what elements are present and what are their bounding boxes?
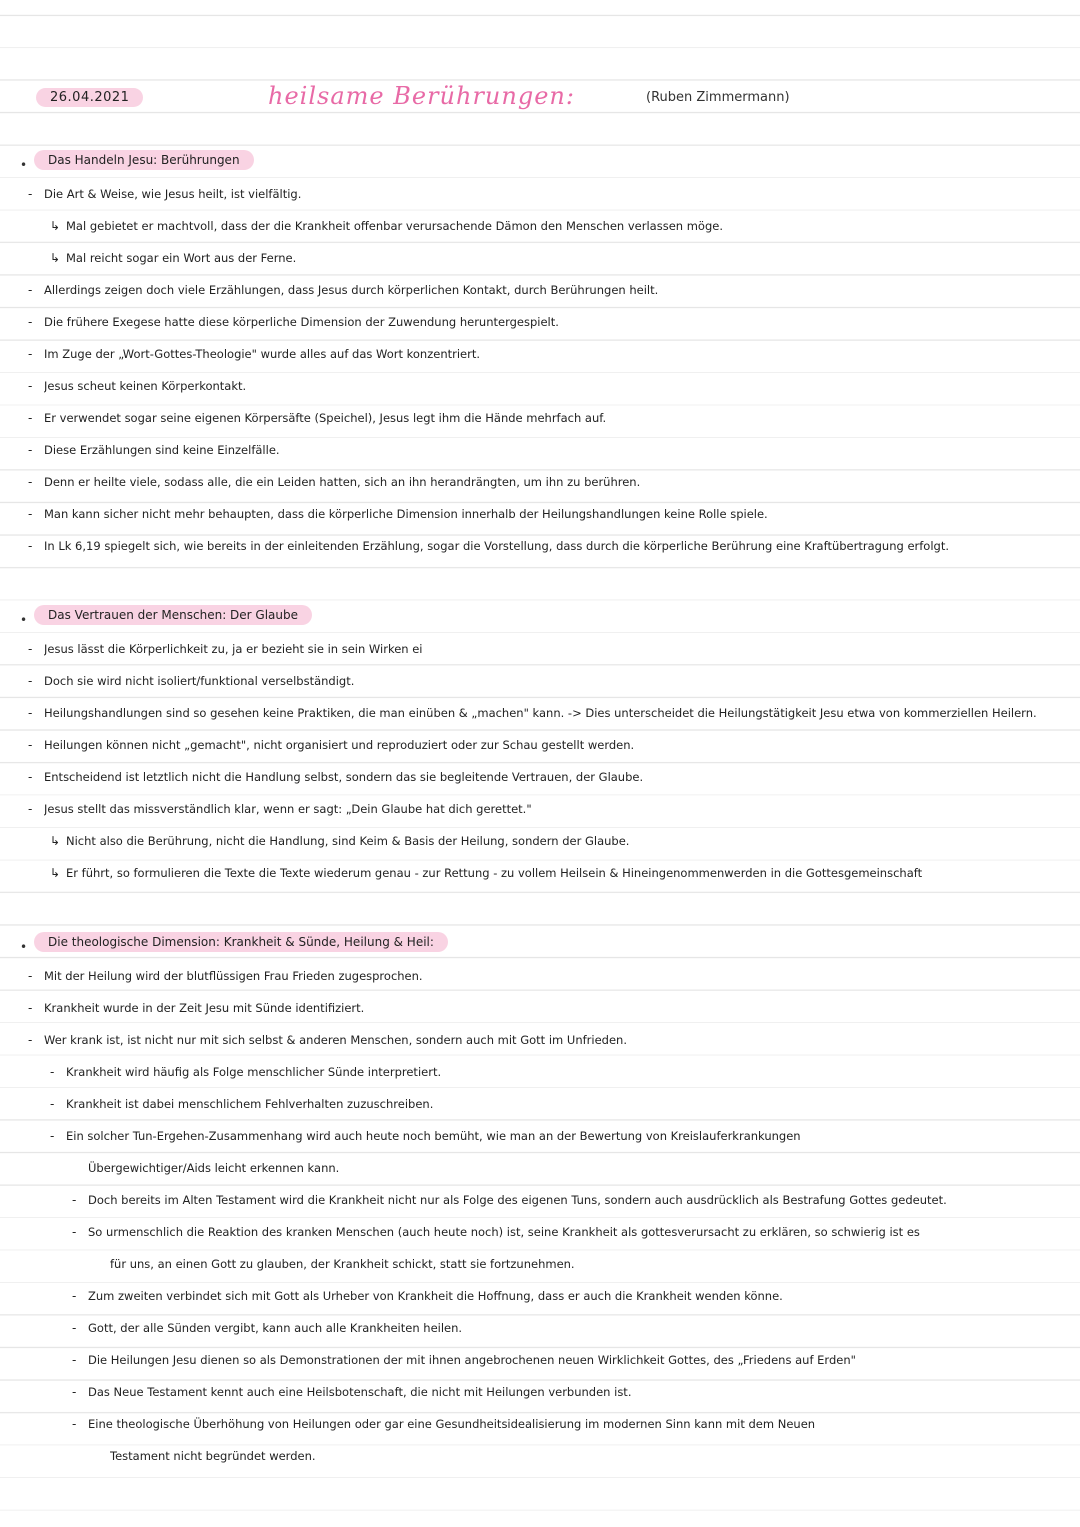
dash-marker: -: [28, 475, 33, 489]
dash-marker: -: [28, 770, 33, 784]
note-line: [0, 1216, 1080, 1248]
dash-marker: -: [28, 315, 33, 329]
dash-marker: -: [28, 1033, 33, 1047]
dash-marker: -: [28, 347, 33, 361]
note-text: Das Neue Testament kennt auch eine Heilsbotenschaft, die nicht mit Heilungen verbunden ist.: [88, 1385, 632, 1399]
note-line: [0, 1376, 1080, 1408]
note-line: [0, 306, 1080, 338]
dash-marker: -: [28, 738, 33, 752]
dash-marker: -: [28, 187, 33, 201]
note-text: Krankheit wird häufig als Folge menschlicher Sünde interpretiert.: [66, 1065, 442, 1079]
note-text: Entscheidend ist letztlich nicht die Handlung selbst, sondern das sie begleitende Vertrauen, der Glaube.: [44, 770, 644, 784]
dash-marker: -: [28, 642, 33, 656]
note-text: Im Zuge der „Wort-Gottes-Theologie" wurde alles auf das Wort konzentriert.: [44, 347, 481, 361]
note-text: Heilungen können nicht „gemacht", nicht organisiert und reproduziert oder zur Schau gestellt werden.: [44, 738, 635, 752]
date-badge: 26.04.2021: [36, 88, 143, 107]
note-line: [0, 1440, 1080, 1472]
note-line: [0, 178, 1080, 210]
page-header: [0, 82, 1080, 122]
note-line: [0, 1248, 1080, 1280]
note-text: Heilungshandlungen sind so gesehen keine Praktiken, die man einüben & „machen" kann. -> Dies unterscheidet die Heilungstätigkeit Jesu etwa von kommerziellen Heilern.: [44, 706, 1037, 720]
note-text: Die Art & Weise, wie Jesus heilt, ist vielfältig.: [44, 187, 302, 201]
note-text: Diese Erzählungen sind keine Einzelfälle.: [44, 443, 280, 457]
note-text: Mal gebietet er machtvoll, dass der die Krankheit offenbar verursachende Dämon den Menschen verlassen möge.: [66, 219, 723, 233]
note-text: Mal reicht sogar ein Wort aus der Ferne.: [66, 251, 297, 265]
note-line: [0, 729, 1080, 761]
section-glaube: [0, 605, 1080, 889]
note-line: [0, 1408, 1080, 1440]
section-heading-label: Das Vertrauen der Menschen: Der Glaube: [34, 605, 312, 625]
note-text: Zum zweiten verbindet sich mit Gott als Urheber von Krankheit die Hoffnung, dass er auch die Krankheit wenden könne.: [88, 1289, 783, 1303]
note-line: [0, 530, 1080, 562]
note-line: [0, 1024, 1080, 1056]
dash-marker: -: [50, 1065, 55, 1079]
arrow-return-icon: ↳: [50, 251, 61, 265]
dash-marker: -: [72, 1321, 77, 1335]
section-heading: [20, 932, 1080, 960]
note-text: Er führt, so formulieren die Texte die Texte wiederum genau - zur Rettung - zu vollem Heilsein & Hineingenommenwerden in die Gottesgemeinschaft: [66, 866, 923, 880]
bullet-icon: •: [20, 158, 28, 172]
note-line: [0, 1088, 1080, 1120]
arrow-return-icon: ↳: [50, 219, 61, 233]
note-text: Krankheit ist dabei menschlichem Fehlverhalten zuzuschreiben.: [66, 1097, 434, 1111]
note-line: [0, 960, 1080, 992]
note-text: für uns, an einen Gott zu glauben, der Krankheit schickt, statt sie fortzunehmen.: [110, 1257, 575, 1271]
note-line: [0, 274, 1080, 306]
dash-marker: -: [28, 283, 33, 297]
note-line: [0, 697, 1080, 729]
dash-marker: -: [28, 1001, 33, 1015]
note-text: Doch bereits im Alten Testament wird die Krankheit nicht nur als Folge des eigenen Tuns, sondern auch ausdrücklich als Bestrafung Gottes gedeutet.: [88, 1193, 947, 1207]
dash-marker: -: [28, 674, 33, 688]
note-text: Die frühere Exegese hatte diese körperliche Dimension der Zuwendung heruntergespielt.: [44, 315, 559, 329]
note-line: [0, 370, 1080, 402]
dash-marker: -: [72, 1385, 77, 1399]
note-text: Mit der Heilung wird der blutflüssigen Frau Frieden zugesprochen.: [44, 969, 423, 983]
note-line: [0, 402, 1080, 434]
note-line: [0, 242, 1080, 274]
dash-marker: -: [28, 443, 33, 457]
note-line: [0, 498, 1080, 530]
arrow-return-icon: ↳: [50, 834, 61, 848]
section-heading-label: Das Handeln Jesu: Berührungen: [34, 150, 254, 170]
bullet-icon: •: [20, 940, 28, 954]
note-text: Krankheit wurde in der Zeit Jesu mit Sünde identifiziert.: [44, 1001, 365, 1015]
dash-marker: -: [28, 411, 33, 425]
dash-marker: -: [28, 706, 33, 720]
note-line: [0, 1344, 1080, 1376]
dash-marker: -: [50, 1129, 55, 1143]
dash-marker: -: [50, 1097, 55, 1111]
dash-marker: -: [72, 1193, 77, 1207]
note-text: Doch sie wird nicht isoliert/funktional verselbständigt.: [44, 674, 355, 688]
dash-marker: -: [28, 379, 33, 393]
section-berührungen: [0, 150, 1080, 562]
note-text: Gott, der alle Sünden vergibt, kann auch alle Krankheiten heilen.: [88, 1321, 463, 1335]
note-line: [0, 1152, 1080, 1184]
note-line: [0, 210, 1080, 242]
note-line: [0, 633, 1080, 665]
dash-marker: -: [72, 1225, 77, 1239]
note-text: Eine theologische Überhöhung von Heilungen oder gar eine Gesundheitsidealisierung im modernen Sinn kann mit dem Neuen: [88, 1417, 816, 1431]
note-text: Jesus scheut keinen Körperkontakt.: [44, 379, 247, 393]
note-line: [0, 1280, 1080, 1312]
note-line: [0, 466, 1080, 498]
note-line: [0, 665, 1080, 697]
note-text: Er verwendet sogar seine eigenen Körpersäfte (Speichel), Jesus legt ihm die Hände mehrfach auf.: [44, 411, 607, 425]
note-line: [0, 1056, 1080, 1088]
page-title: heilsame Berührungen:: [268, 82, 575, 110]
dash-marker: -: [72, 1353, 77, 1367]
note-text: Die Heilungen Jesu dienen so als Demonstrationen der mit ihnen angebrochenen neuen Wirklichkeit Gottes, des „Friedens auf Erden": [88, 1353, 856, 1367]
arrow-return-icon: ↳: [50, 866, 61, 880]
note-line: [0, 1184, 1080, 1216]
note-line: [0, 793, 1080, 825]
note-text: Ein solcher Tun-Ergehen-Zusammenhang wird auch heute noch bemüht, wie man an der Bewertung von Kreislauferkrankungen: [66, 1129, 801, 1143]
section-theologische-dimension: [0, 932, 1080, 1472]
note-text: Allerdings zeigen doch viele Erzählungen, dass Jesus durch körperlichen Kontakt, durch Berührungen heilt.: [44, 283, 659, 297]
note-line: [0, 1120, 1080, 1152]
section-heading-label: Die theologische Dimension: Krankheit & Sünde, Heilung & Heil:: [34, 932, 448, 952]
note-line: [0, 338, 1080, 370]
note-text: Denn er heilte viele, sodass alle, die ein Leiden hatten, sich an ihn herandrängten, um ihn zu berühren.: [44, 475, 641, 489]
note-line: [0, 857, 1080, 889]
note-text: Man kann sicher nicht mehr behaupten, dass die körperliche Dimension innerhalb der Heilungshandlungen keine Rolle spiele.: [44, 507, 768, 521]
note-line: [0, 992, 1080, 1024]
note-text: Wer krank ist, ist nicht nur mit sich selbst & anderen Menschen, sondern auch mit Gott im Unfrieden.: [44, 1033, 627, 1047]
note-list: [0, 633, 1080, 889]
author-note: (Ruben Zimmermann): [646, 90, 790, 105]
dash-marker: -: [72, 1289, 77, 1303]
note-line: [0, 1312, 1080, 1344]
note-line: [0, 825, 1080, 857]
dash-marker: -: [28, 507, 33, 521]
note-line: [0, 434, 1080, 466]
note-text: Testament nicht begründet werden.: [110, 1449, 316, 1463]
note-text: So urmenschlich die Reaktion des kranken Menschen (auch heute noch) ist, seine Krankheit als gottesverursacht zu erklären, so schwierig ist es: [88, 1225, 920, 1239]
note-text: Nicht also die Berührung, nicht die Handlung, sind Keim & Basis der Heilung, sondern der Glaube.: [66, 834, 630, 848]
note-text: In Lk 6,19 spiegelt sich, wie bereits in der einleitenden Erzählung, sogar die Vorstellung, dass durch die körperliche Berührung eine Kraftübertragung erfolgt.: [44, 539, 950, 553]
section-heading: [20, 150, 1080, 178]
bullet-icon: •: [20, 613, 28, 627]
note-text: Jesus lässt die Körperlichkeit zu, ja er bezieht sie in sein Wirken ei: [44, 642, 423, 656]
note-list: [0, 178, 1080, 562]
dash-marker: -: [28, 539, 33, 553]
note-list: [0, 960, 1080, 1472]
section-heading: [20, 605, 1080, 633]
dash-marker: -: [28, 802, 33, 816]
note-text: Übergewichtiger/Aids leicht erkennen kann.: [88, 1161, 340, 1175]
dash-marker: -: [28, 969, 33, 983]
dash-marker: -: [72, 1417, 77, 1431]
note-text: Jesus stellt das missverständlich klar, wenn er sagt: „Dein Glaube hat dich gerettet.": [44, 802, 532, 816]
note-line: [0, 761, 1080, 793]
